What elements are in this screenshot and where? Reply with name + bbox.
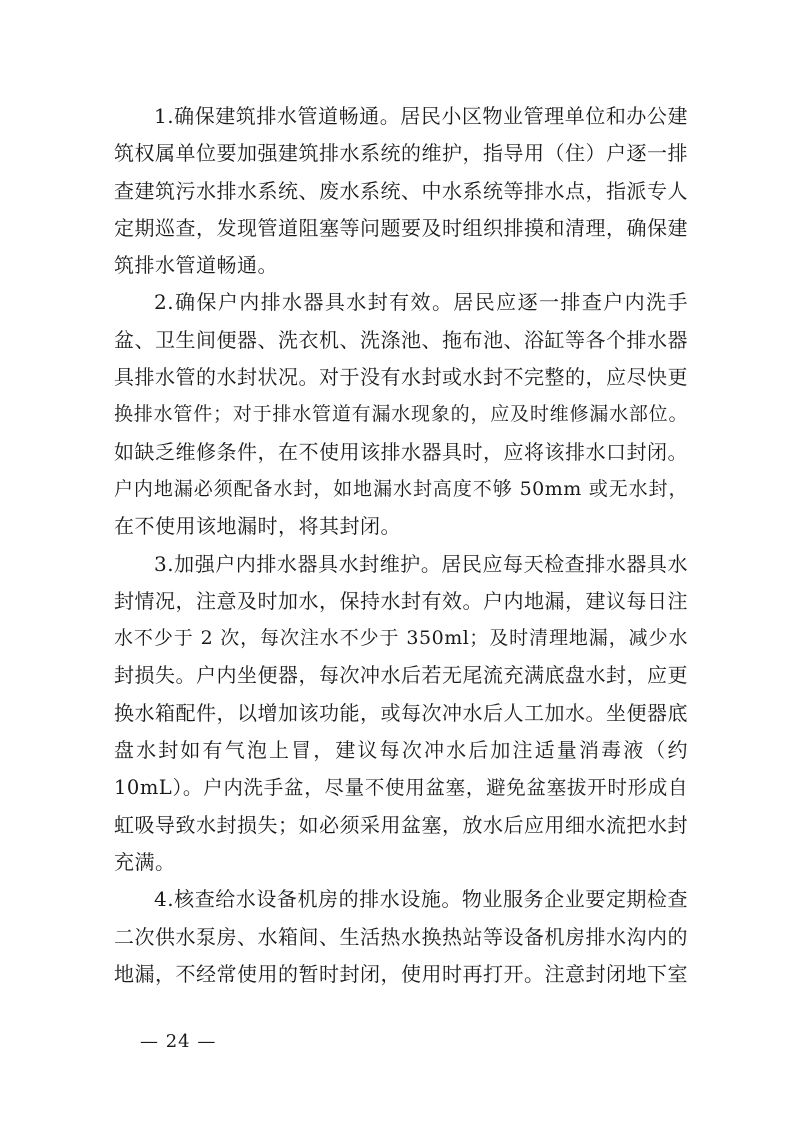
text-line: 地漏，不经常使用的暂时封闭，使用时再打开。注意封闭地下室 xyxy=(114,961,688,986)
text-line: 水不少于 2 次，每次注水不少于 350ml；及时清理地漏，减少水 xyxy=(114,627,688,650)
text-line: 盆、卫生间便器、洗衣机、洗涤池、拖布池、浴缸等各个排水器 xyxy=(114,327,688,352)
page-number: — 24 — xyxy=(140,1031,217,1052)
text-line: 4.核查给水设备机房的排水设施。物业服务企业要定期检查 xyxy=(154,887,688,912)
paragraph-4 xyxy=(114,881,688,993)
text-line: 如缺乏维修条件，在不使用该排水器具时，应将该排水口封闭。 xyxy=(114,439,688,464)
paragraph-3 xyxy=(114,546,688,882)
text-line: 3.加强户内排水器具水封维护。居民应每天检查排水器具水 xyxy=(154,551,688,576)
text-line: 换排水管件；对于排水管道有漏水现象的，应及时维修漏水部位。 xyxy=(114,403,688,426)
paragraph-2 xyxy=(114,284,688,545)
text-line: 具排水管的水封状况。对于没有水封或水封不完整的，应尽快更 xyxy=(114,365,688,390)
text-line: 筑权属单位要加强建筑排水系统的维护，指导用（住）户逐一排 xyxy=(114,141,688,166)
text-line: 1.确保建筑排水管道畅通。居民小区物业管理单位和办公建 xyxy=(154,104,688,128)
text-line: 在不使用该地漏时，将其封闭。 xyxy=(114,514,401,539)
text-line: 2.确保户内排水器具水封有效。居民应逐一排查户内洗手 xyxy=(154,290,688,315)
text-line: 二次供水泵房、水箱间、生活热水换热站等设备机房排水沟内的 xyxy=(114,924,688,949)
body-text xyxy=(114,98,688,993)
text-line: 封情况，注意及时加水，保持水封有效。户内地漏，建议每日注 xyxy=(114,588,688,613)
text-line: 查建筑污水排水系统、废水系统、中水系统等排水点，指派专人 xyxy=(114,178,688,203)
text-line: 筑排水管道畅通。 xyxy=(114,253,278,278)
text-line: 10mL）。户内洗手盆，尽量不使用盆塞，避免盆塞拔开时形成自 xyxy=(114,776,688,800)
text-line: 充满。 xyxy=(114,849,176,874)
text-line: 封损失。户内坐便器，每次冲水后若无尾流充满底盘水封，应更 xyxy=(114,663,688,688)
text-line: 户内地漏必须配备水封，如地漏水封高度不够 50mm 或无水封， xyxy=(114,477,688,500)
text-line: 换水箱配件，以增加该功能，或每次冲水后人工加水。坐便器底 xyxy=(114,700,688,725)
paragraph-1 xyxy=(114,98,688,284)
text-line: 盘水封如有气泡上冒，建议每次冲水后加注适量消毒液（约 xyxy=(114,738,688,763)
text-line: 虹吸导致水封损失；如必须采用盆塞，放水后应用细水流把水封 xyxy=(114,812,688,837)
text-line: 定期巡查，发现管道阻塞等问题要及时组织排摸和清理，确保建 xyxy=(114,215,688,240)
